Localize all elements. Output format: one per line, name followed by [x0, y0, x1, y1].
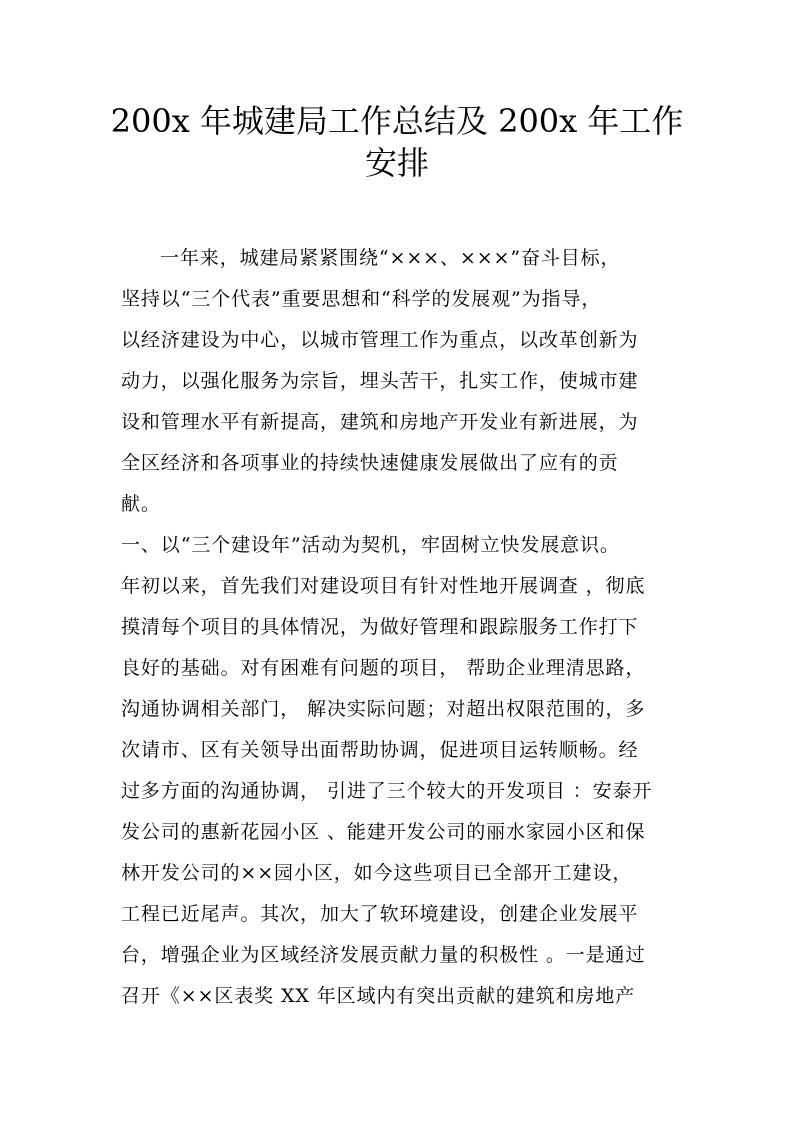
body-line: 年初以来，首先我们对建设项目有针对性地开展调查 ，彻底	[121, 575, 646, 597]
body-line: 动力，以强化服务为宗旨，埋头苦干，扎实工作，使城市建	[121, 370, 639, 392]
body-line: 工程已近尾声。其次，加大了软环境建设，创建企业发展平	[121, 903, 639, 925]
body-line: 发公司的惠新花园小区 、能建开发公司的丽水家园小区和保	[121, 821, 646, 843]
section-heading: 一、以“三个建设年”活动为契机，牢固树立快发展意识。	[121, 534, 620, 556]
body-line: 坚持以“三个代表”重要思想和“科学的发展观”为指导，	[121, 288, 602, 310]
body-line: 设和管理水平有新提高，建筑和房地产开发业有新进展，为	[121, 411, 639, 433]
body-line: 林开发公司的××园小区，如今这些项目已全部开工建设，	[121, 862, 633, 884]
body-line: 一年来，城建局紧紧围绕“×××、×××”奋斗目标，	[160, 247, 621, 269]
body-line: 摸清每个项目的具体情况，为做好管理和跟踪服务工作打下	[121, 616, 639, 638]
body-line: 全区经济和各项事业的持续快速健康发展做出了应有的贡	[121, 452, 619, 474]
body-line: 良好的基础。对有困难有问题的项目， 帮助企业理清思路，	[121, 657, 646, 679]
document-title-line-1: 200x 年城建局工作总结及 200x 年工作	[110, 102, 684, 140]
body-line: 沟通协调相关部门， 解决实际问题；对超出权限范围的，多	[121, 698, 646, 720]
body-line: 过多方面的沟通协调， 引进了三个较大的开发项目 ：安泰开	[121, 780, 653, 802]
body-line: 以经济建设为中心，以城市管理工作为重点，以改革创新为	[121, 329, 639, 351]
body-line: 召开《××区表奖 XX 年区域内有突出贡献的建筑和房地产	[121, 985, 636, 1007]
document-title-line-2: 安排	[364, 144, 429, 182]
body-line: 台，增强企业为区域经济发展贡献力量的积极性 。一是通过	[121, 944, 646, 966]
body-line: 次请市、区有关领导出面帮助协调，促进项目运转顺畅。经	[121, 739, 639, 761]
body-line: 献。	[121, 493, 161, 515]
